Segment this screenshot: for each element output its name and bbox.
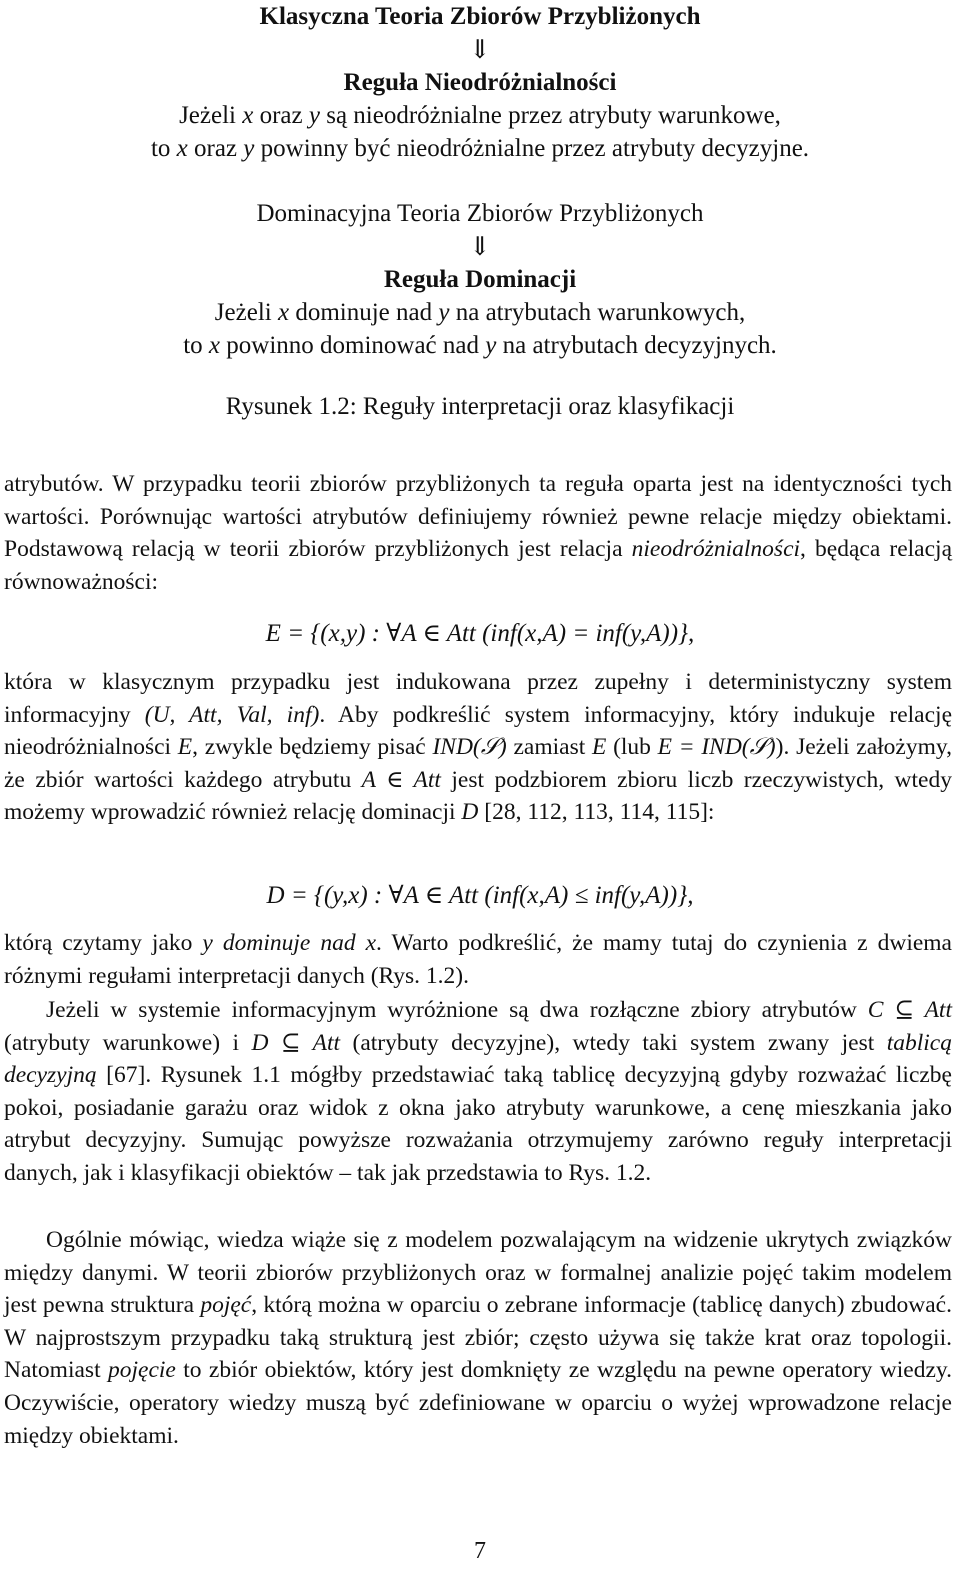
- figure-title-classical: Klasyczna Teoria Zbiorów Przybliżonych: [259, 3, 701, 30]
- rule-title-dominance: Reguła Dominacji: [383, 266, 577, 293]
- paragraph-decision-table: Jeżeli w systemie informacyjnym wyróżnione są dwa rozłączne zbiory atrybutów C ⊆ Att (atrybuty warunkowe) i D ⊆ Att (atrybuty decyzyjne), wtedy taki system zwany jest tablicą decyzyjną [67]. Rysunek 1.1 mógłby przedstawiać taką tablicę decyzyjną gdyby rozważać liczbę pokoi, posiadanie garażu oraz widok z okna jako atrybuty warunkowe, a cenę mieszkania jako atrybut decyzyjny. Sumując powyższe rozważania otrzymujemy zarówno reguły interpretacji danych, jak i klasyfikacji obiektów – tak jak przedstawia to Rys. 1.2.: [4, 997, 952, 1186]
- down-arrow-icon: ⇓: [469, 35, 491, 64]
- figure-title-dominance: Dominacyjna Teoria Zbiorów Przybliżonych: [256, 200, 704, 227]
- rule-line-2: to x powinno dominować nad y na atrybutach decyzyjnych.: [183, 332, 777, 359]
- figure-block-dominance: [0, 197, 960, 362]
- rule-title-indiscernibility: Reguła Nieodróżnialności: [343, 69, 617, 96]
- paragraph-information-system: która w klasycznym przypadku jest indukowana przez zupełny i deterministyczny system informacyjny (U, Att, Val, inf). Aby podkreślić system informacyjny, który indukuje relację nieodróżnialności E, zwykle będziemy pisać IND(𝒮) zamiast E (lub E = IND(𝒮)). Jeżeli założymy, że zbiór wartości każdego atrybutu A ∈ Att jest podzbiorem zbioru liczb rzeczywistych, wtedy możemy wprowadzić również relację dominacji D [28, 112, 113, 114, 115]:: [4, 669, 953, 826]
- paragraph-relations: atrybutów. W przypadku teorii zbiorów przybliżonych ta reguła oparta jest na identyczności tych wartości. Porównując wartości atrybutów definiujemy również pewne relacje między obiektami. Podstawową relacją w teorii zbiorów przybliżonych jest relacja nieodróżnialności, będąca relacją równoważności:: [4, 471, 952, 595]
- down-arrow-icon: ⇓: [469, 232, 491, 261]
- paragraph-rules-summary: którą czytamy jako y dominuje nad x. Warto podkreślić, że mamy tutaj do czynienia z dwiema różnymi regułami interpretacji danych (Rys. 1.2).: [4, 930, 952, 989]
- rule-line-2: to x oraz y powinny być nieodróżnialne przez atrybuty decyzyjne.: [150, 135, 810, 162]
- equation-dominance: D = {(y,x) : ∀A ∈ Att (inf(x,A) ≤ inf(y,A))},: [266, 882, 694, 909]
- rule-line-1: Jeżeli x dominuje nad y na atrybutach warunkowych,: [214, 299, 746, 326]
- rule-line-1: Jeżeli x oraz y są nieodróżnialne przez atrybuty warunkowe,: [179, 102, 781, 129]
- figure-block-classical: [0, 0, 960, 165]
- page-number: 7: [474, 1538, 486, 1564]
- paragraph-knowledge: Ogólnie mówiąc, wiedza wiąże się z modelem pozwalającym na widzenie ukrytych związków między danymi. W teorii zbiorów przybliżonych oraz w formalnej analizie pojęć takim modelem jest pewna struktura pojęć, którą można w oparciu o zebrane informacje (tablicę danych) zbudować. W najprostszym przypadku taką strukturą jest zbiór; często używa się także krat oraz topologii. Natomiast pojęcie to zbiór obiektów, który jest domknięty ze względu na pewne operatory wiedzy. Oczywiście, operatory wiedzy muszą być zdefiniowane w oparciu o wyżej wprowadzone relacje między obiektami.: [4, 1227, 952, 1449]
- figure-caption: Rysunek 1.2: Reguły interpretacji oraz klasyfikacji: [225, 393, 735, 420]
- equation-indiscernibility: E = {(x,y) : ∀A ∈ Att (inf(x,A) = inf(y,A))},: [265, 620, 695, 647]
